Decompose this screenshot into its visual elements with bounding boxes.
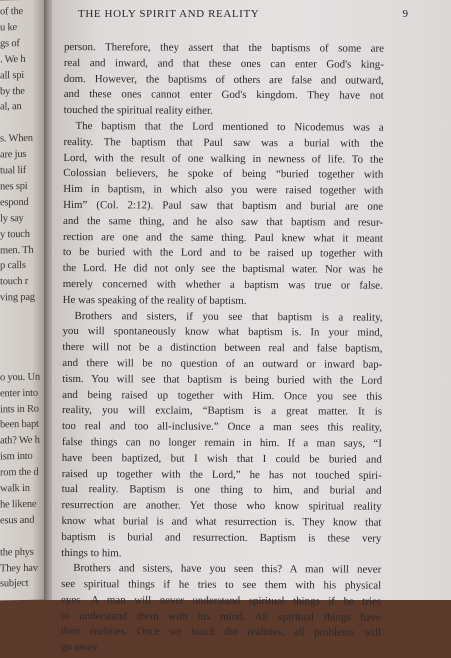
running-head: THE HOLY SPIRIT AND REALITY [78,8,260,20]
text-line: things to him. [61,546,122,559]
text-line: tism. You will see that baptism is being buried with the Lord [62,372,383,387]
left-page-fragment: espond [0,196,29,209]
left-page-fragment [0,117,46,118]
text-line: Brothers and sisters, have you seen this? A man will never [73,562,382,576]
left-page-fragment: walk in [0,482,30,495]
text-line: too real and too all-inclusive.” Once a man sees this reality, [61,420,383,434]
left-page-fragment: are jus [0,149,27,161]
left-page-fragment: enter into [0,387,38,399]
text-line: Brothers and sisters, if you see that baptism is a reality, [74,309,383,324]
left-page-fragment: rom the d [0,466,39,479]
left-page-fragment [0,323,46,324]
text-line: raised up together with the Lord,” he has not touched spiri- [61,467,382,482]
text-line: to understand them with his mind. All spiritual things have [60,609,382,624]
text-line: the Lord. He did not only see the baptismal water. Nor was he [62,262,383,276]
text-line: rection are one and the same thing. Paul knew what it meant [62,230,383,245]
text-line: merely concerned with whether a baptism was true or false. [62,277,383,292]
left-page-fragment [0,530,46,531]
text-line: and these ones cannot enter God's kingdom. They have not [63,88,384,103]
left-page-fragment: ints in Ro [0,403,39,415]
left-page-fragment: ath? We h [0,435,40,447]
left-page-fragment: ving pag [0,291,35,304]
left-page-fragment: he likene [0,498,37,511]
text-line: and the same thing, and he also saw that baptism and resur- [63,214,384,229]
left-page-fragment: subject [0,578,29,590]
left-page-fragment: all spi [0,69,24,81]
left-page [0,0,46,600]
text-line: you will spontaneously know what baptism is. In your mind, [62,325,383,340]
text-line: reality, you will exclaim, “Baptism is a great matter. It is [62,404,383,418]
text-line: real and inward, and that these ones can enter God's king- [63,56,384,71]
left-page-fragment: . We h [0,53,26,66]
text-line: to be buried with the Lord and to be raised up together with [62,246,383,261]
text-line: Colossian believers, he spoke of being “buried together with [63,167,384,182]
text-line: reality. The baptism that Paul saw was a burial with the [63,135,384,150]
left-page-fragment: men. Th [0,244,34,256]
text-line: have been baptized, but I wish that I could be buried and [61,451,382,466]
text-line: eyes. A man will never understand spiritual things if he tries [61,593,382,608]
left-page-fragment: o you. Un [0,371,40,384]
text-line: go away. [60,641,100,654]
text-line: Lord, with the result of one walking in newness of life. To the [63,151,384,166]
text-line: and there will be no question of an outward or inward bap- [62,356,383,371]
text-line: tual reality. Baptism is one thing to him, and burial and [61,483,382,497]
left-page-fragment: the phys [0,546,34,558]
left-page-fragment: by the [0,85,25,97]
text-line: know what burial is and what resurrection is. They know that [61,514,382,529]
left-page-fragment: tual lif [0,164,27,177]
text-line: person. Therefore, they assert that the baptisms of some are [63,40,384,55]
left-page-fragment: They hav [0,562,38,574]
text-line: resurrection are another. Yet those who know spiritual reality [61,499,382,513]
left-page-fragment: y touch [0,228,30,240]
left-page-fragment: s. When [0,133,33,145]
text-line: touched the spiritual reality either. [63,104,213,117]
body-text [61,40,384,658]
text-line: there will not be a distinction between real and false baptism, [62,341,383,355]
text-line: dom. However, the baptisms of others are false and outward, [63,72,384,87]
left-page-fragment: p calls [0,260,26,272]
left-page-fragment: al, an [0,101,22,113]
left-page-fragment: u ke [0,21,17,34]
page-number: 9 [402,8,408,20]
text-line: He was speaking of the reality of baptism. [62,293,247,307]
left-page-fragment: nes spi [0,180,28,193]
left-page-fragment: touch r [0,276,29,288]
left-page-fragment: gs of [0,37,20,50]
text-line: see spiritual things if he tries to see them with his physical [61,578,382,592]
text-line: false things can no longer remain in him. If a man says, “I [61,435,382,450]
left-page-fragment: esus and [0,514,35,527]
left-page-fragment [0,307,46,308]
page-header [72,8,412,24]
text-line: and being raised up together with Him. Once you see this [62,388,383,403]
left-page-fragment: of the [0,6,23,18]
left-page-fragment: been bapt [0,419,39,431]
text-line: Him” (Col. 2:12). Paul saw that baptism and burial are one [63,198,384,213]
text-line: Him in baptism, in which also you were raised together with [63,183,384,197]
left-page-fragment: ly say [0,212,24,225]
text-line: baptism is burial and resurrection. Baptism is these very [61,530,382,545]
left-page-fragment: ism into [0,451,33,463]
left-page-fragment [0,355,46,356]
left-page-fragment [0,339,46,340]
text-line: their realities. Once we touch the realities, all problems will [60,625,381,640]
text-line: The baptism that the Lord mentioned to Nicodemus was a [75,120,384,134]
